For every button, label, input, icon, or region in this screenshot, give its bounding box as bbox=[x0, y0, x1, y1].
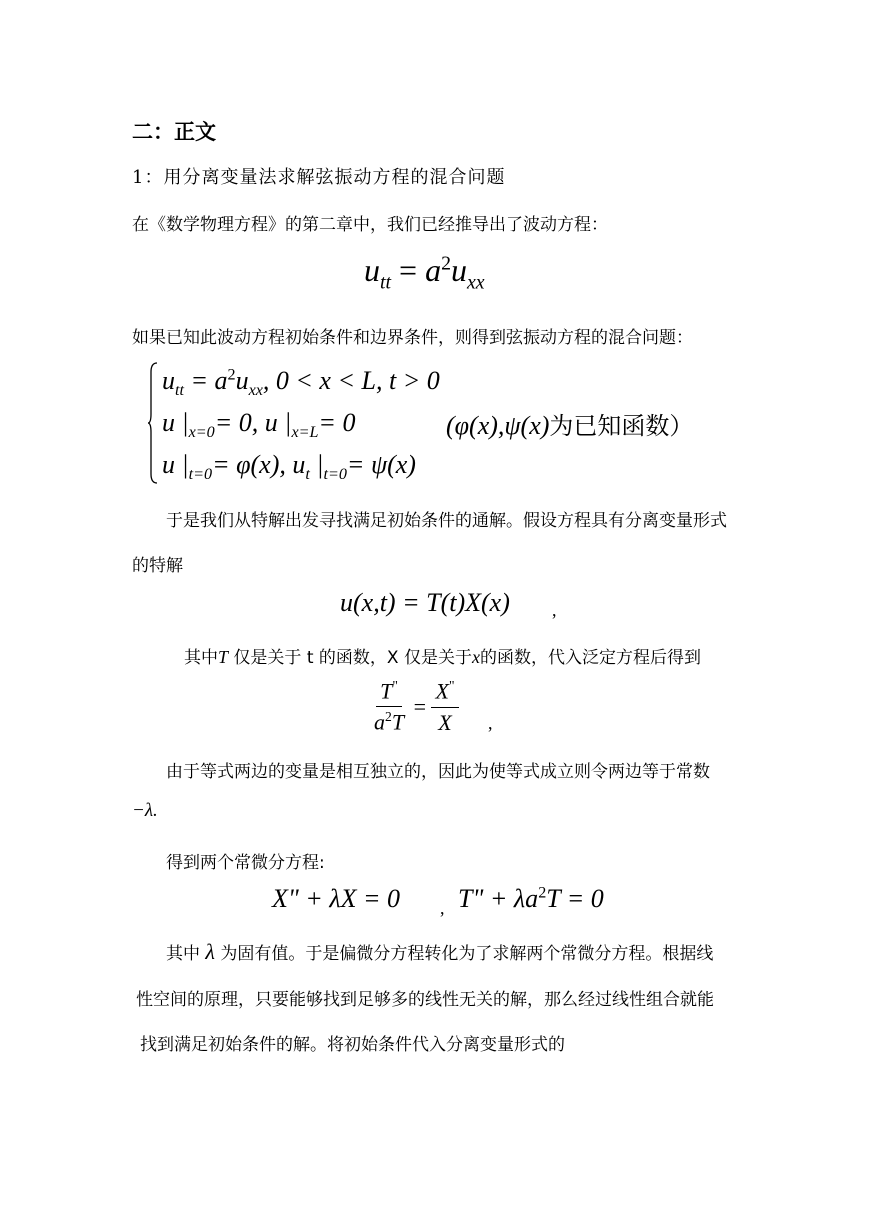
frac-left-num: T bbox=[380, 678, 393, 704]
subsection-heading: 1：用分离变量法求解弦振动方程的混合问题 bbox=[132, 167, 506, 188]
ode-separator: , bbox=[440, 898, 445, 918]
sys1-sq: 2 bbox=[227, 366, 236, 384]
wave-eq-lhs: u bbox=[364, 252, 380, 288]
frac-right-num: X bbox=[435, 678, 449, 704]
ode-right bbox=[458, 884, 604, 914]
eigen-a: 其中 bbox=[166, 944, 200, 964]
system-note-text: 为已知函数） bbox=[549, 412, 694, 440]
special-solution-line-2: 的特解 bbox=[132, 556, 183, 576]
frac-left-den-sup: 2 bbox=[385, 709, 392, 725]
ode-right-sup: 2 bbox=[538, 884, 547, 902]
frac-left-den-a: a bbox=[374, 709, 385, 735]
frac-left-den-T: T bbox=[391, 709, 405, 735]
frac-equals: = bbox=[413, 693, 426, 719]
sys3-bar: | bbox=[309, 450, 324, 479]
fraction-left bbox=[370, 678, 408, 736]
separation-equation: u(x,t) = T(t)X(x) bbox=[340, 588, 510, 617]
sys3-mid: = φ(x), u bbox=[212, 450, 306, 479]
sys1-u: u bbox=[162, 366, 175, 395]
fraction-equation bbox=[370, 678, 459, 736]
fraction-punct: , bbox=[488, 713, 493, 733]
frac-right-num-sup: " bbox=[448, 678, 455, 694]
sys1-tt: tt bbox=[175, 382, 184, 400]
two-odes-paragraph: 得到两个常微分方程: bbox=[166, 853, 325, 873]
sys2-end: = 0 bbox=[318, 408, 356, 437]
special-solution-line-1: 于是我们从特解出发寻找满足初始条件的通解。假设方程具有分离变量形式 bbox=[166, 511, 727, 531]
fraction-right bbox=[431, 678, 458, 735]
sys3-ut: t bbox=[305, 466, 310, 484]
sys1-xx: xx bbox=[248, 382, 263, 400]
sys3-u: u | bbox=[162, 450, 189, 479]
separation-punct: , bbox=[552, 600, 557, 620]
sys1-u2: u bbox=[235, 366, 249, 395]
sys2-mid: = 0, u | bbox=[214, 408, 292, 437]
independence-line-2: −λ. bbox=[132, 800, 158, 821]
wave-eq-lhs-sub: tt bbox=[380, 271, 392, 294]
system-note bbox=[446, 406, 693, 441]
sys3-sub2: t=0 bbox=[323, 466, 347, 484]
where-a: 其中 bbox=[184, 648, 218, 668]
system-line-3 bbox=[162, 450, 416, 484]
eigen-line-3: 找到满足初始条件的解。将初始条件代入分离变量形式的 bbox=[140, 1035, 565, 1055]
sys3-sub1: t=0 bbox=[188, 466, 213, 484]
ode-right-b: T = 0 bbox=[546, 884, 604, 913]
sys2-u: u | bbox=[162, 408, 189, 437]
wave-eq-u: u bbox=[451, 252, 467, 288]
system-line-1 bbox=[162, 366, 440, 400]
eigen-line-1 bbox=[166, 939, 713, 965]
where-paragraph bbox=[184, 643, 701, 668]
mixed-problem-paragraph: 如果已知此波动方程初始条件和边界条件，则得到弦振动方程的混合问题： bbox=[132, 328, 693, 348]
frac-left-num-sup: " bbox=[392, 678, 398, 693]
wave-eq-a: a bbox=[425, 252, 442, 288]
where-x: x bbox=[471, 647, 480, 667]
section-heading: 二：正文 bbox=[132, 120, 216, 144]
wave-equation bbox=[364, 252, 485, 294]
eigen-lambda: λ bbox=[205, 939, 215, 964]
system-brace bbox=[148, 362, 158, 484]
sys1-rest: = a bbox=[183, 366, 228, 395]
system-line-2 bbox=[162, 408, 355, 442]
where-c: 的函数，代入泛定方程后得到 bbox=[479, 648, 701, 668]
sys2-sub2: x=L bbox=[291, 424, 319, 442]
sys3-end: = ψ(x) bbox=[346, 450, 416, 479]
sys1-cond: , 0 < x < L, t > 0 bbox=[262, 366, 440, 395]
ode-left: X" + λX = 0 bbox=[272, 884, 401, 913]
intro-paragraph: 在《数学物理方程》的第二章中，我们已经推导出了波动方程： bbox=[132, 215, 608, 235]
independence-line-1: 由于等式两边的变量是相互独立的，因此为使等式成立则令两边等于常数 bbox=[166, 762, 710, 782]
wave-eq-sup: 2 bbox=[441, 252, 451, 275]
frac-right-den: X bbox=[438, 709, 452, 735]
where-T: T bbox=[218, 647, 229, 667]
system-note-math: (φ(x),ψ(x) bbox=[446, 411, 550, 440]
wave-eq-rhs-sub: xx bbox=[467, 271, 485, 294]
eigen-line-2: 性空间的原理，只要能够找到足够多的线性无关的解，那么经过线性组合就能 bbox=[136, 990, 714, 1010]
ode-right-a: T" + λa bbox=[458, 884, 539, 913]
eigen-b: 为固有值。于是偏微分方程转化为了求解两个常微分方程。根据线 bbox=[220, 944, 714, 964]
where-b: 仅是关于 t 的函数，X 仅是关于 bbox=[228, 648, 472, 668]
sys2-sub1: x=0 bbox=[188, 424, 215, 442]
wave-eq-equals: = bbox=[399, 252, 418, 288]
